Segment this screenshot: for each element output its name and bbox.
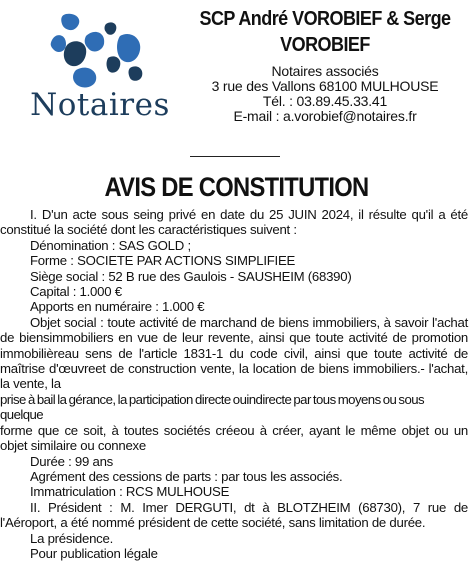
notaires-logo	[20, 10, 180, 122]
firm-name-line-2: VOROBIEF	[280, 34, 370, 56]
agrement-line: Agrément des cessions de parts : par tous les associés.	[30, 468, 343, 484]
denomination-line: Dénomination : SAS GOLD ;	[30, 237, 191, 253]
duree-line: Durée : 99 ans	[30, 453, 114, 469]
capital-line: Capital : 1.000 €	[30, 284, 122, 300]
siege-line: Siège social : 52 B rue des Gaulois - SAUSHEIM (68390)	[30, 268, 352, 284]
intro-paragraph: I. D'un acte sous seing privé en date du 25 JUIN 2024, il résulte qu'il a été constitué la société dont les caractéristiques suivent :	[0, 207, 468, 238]
firm-contact	[180, 64, 470, 124]
firm-name-line-1: SCP André VOROBIEF & Serge	[199, 8, 451, 30]
firm-phone: Tél. : 03.89.45.33.41	[262, 93, 388, 109]
notice-title: AVIS DE CONSTITUTION	[104, 172, 369, 202]
forme-line: Forme : SOCIETE PAR ACTIONS SIMPLIFIEE	[30, 253, 296, 269]
logo-wordmark: Notaires	[30, 87, 170, 123]
firm-email: E-mail : a.vorobief@notaires.fr	[233, 108, 417, 124]
objet-paragraph-b: prise à bail la gérance, la participation directe ouindirecte par tous moyens ou sous quelque	[0, 391, 425, 423]
firm-address: 3 rue des Vallons 68100 MULHOUSE	[211, 78, 439, 94]
objet-paragraph-a: Objet social : toute activité de marchand de biens immobiliers, à savoir l'achat de biensimmobiliers en vue de leur revente, ainsi que toute activité de promotion immobilièreau sens de l'article 1831-1 du code civil, ainsi que toute activité de maîtrise d'œuvreet de construction vente, la location de biens immobiliers.- l'achat, la vente, la	[0, 314, 468, 392]
presidence-line: La présidence.	[30, 530, 114, 546]
apports-line: Apports en numéraire : 1.000 €	[30, 299, 205, 315]
notaires-emblem-icon	[46, 10, 150, 90]
publication-line: Pour publication légale	[30, 545, 158, 561]
immatriculation-line: Immatriculation : RCS MULHOUSE	[30, 484, 230, 500]
separator-rule	[190, 156, 280, 157]
notary-header	[180, 6, 470, 124]
firm-role: Notaires associés	[271, 63, 379, 79]
president-paragraph: II. Président : M. Imer DERGUTI, dt à BLOTZHEIM (68730), 7 rue de l'Aéroport, a été nommé président de cette société, sans limitation de durée.	[0, 499, 468, 531]
objet-paragraph-c: forme que ce soit, à toutes sociétés créeou à créer, ayant le même objet ou un objet similaire ou connexe	[0, 422, 468, 454]
notice-body	[0, 207, 468, 561]
